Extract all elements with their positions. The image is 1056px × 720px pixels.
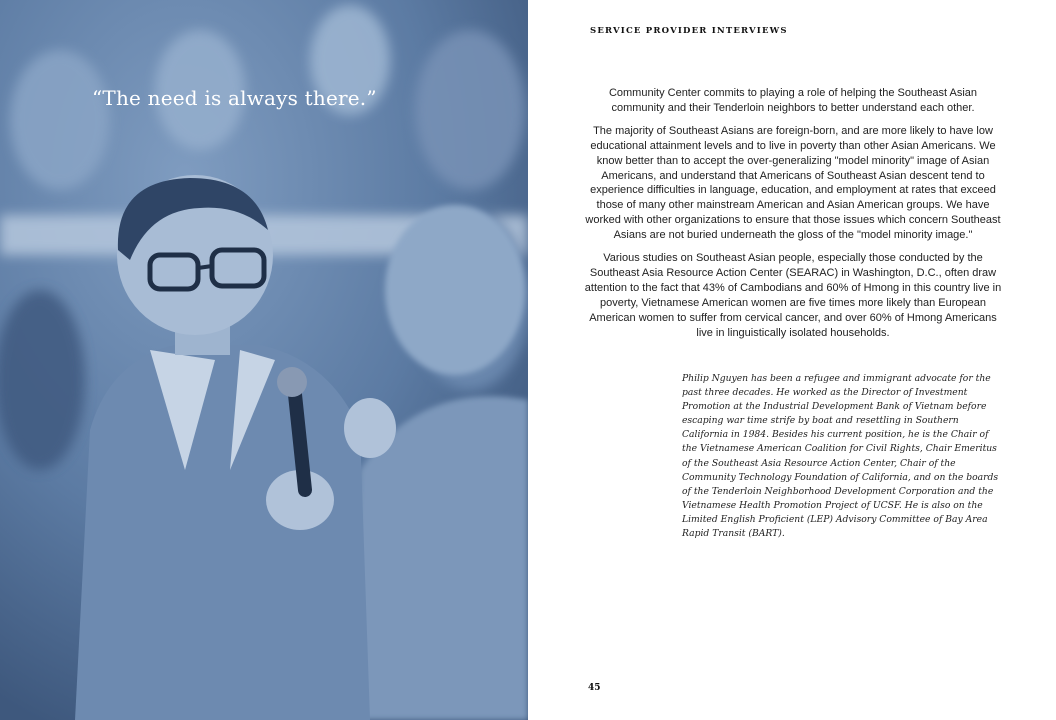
pull-quote: “The need is always there.” — [92, 86, 377, 110]
text-page — [528, 0, 1056, 720]
paragraph: The majority of Southeast Asians are foreign-born, and are more likely to have low educational attainment levels and to live in poverty than other Asian Americans. We know better than to accept the over-generalizing "model minority" image of Asian Americans, and understand that Americans of Southeast Asian descent tend to experience difficulties in language, education, and employment at rates that exceed those of many other mainstream American and Asian American groups. We have worked with other organizations to ensure that those issues which concern Southeast Asians are not buried underneath the gloss of the "model minority image." — [585, 124, 1001, 242]
paragraph: Community Center commits to playing a role of helping the Southeast Asian community and their Tenderloin neighbors to better understand each other. — [608, 87, 978, 114]
paragraph: Various studies on Southeast Asian people, especially those conducted by the Southeast Asia Resource Action Center (SEARAC) in Washington, D.C., often draw attention to the fact that 43% of Cambodians and 60% of Hmong in this country live in poverty, Vietnamese American women are five times more likely than European American women to suffer from cervical cancer, and over 60% of Hmong Americans live in linguistically isolated households. — [584, 252, 1002, 339]
body-text — [584, 86, 1002, 349]
running-head: SERVICE PROVIDER INTERVIEWS — [590, 26, 788, 36]
page-number: 45 — [588, 683, 601, 693]
author-bio: Philip Nguyen has been a refugee and immigrant advocate for the past three decades. He worked as the Director of Investment Promotion at the Industrial Development Bank of Vietnam before escaping war time strife by boat and resettling in Southern California in 1984. Besides his current position, he is the Chair of the Vietnamese American Coalition for Civil Rights, Chair Emeritus of the Southeast Asia Resource Action Center, Chair of the Community Technology Foundation of California, and on the boards of the Tenderloin Neighborhood Development Corporation and the Vietnamese Health Promotion Project of UCSF. He is also on the Limited English Proficient (LEP) Advisory Committee of Bay Area Rapid Transit (BART). — [682, 373, 999, 540]
